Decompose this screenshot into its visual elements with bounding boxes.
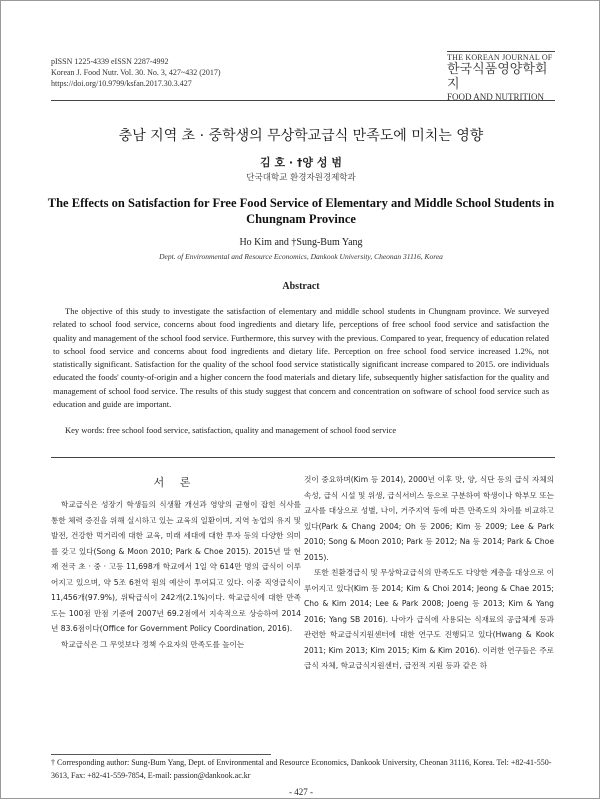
body-column-left — [51, 497, 301, 652]
body-column-right — [304, 472, 554, 674]
keywords: Key words: free school food service, satisfaction, quality and management of school food service — [65, 425, 397, 435]
journal-top-rule — [447, 51, 555, 52]
authors-korean: 김 호 · †양 성 범 — [260, 156, 342, 169]
abstract-bottom-rule — [51, 457, 555, 458]
affiliation-english: Dept. of Environmental and Resource Economics, Dankook University, Cheonan 31116, Korea — [159, 252, 443, 261]
footnote-rule — [51, 754, 271, 755]
paragraph: 것이 중요하며(Kim 등 2014), 2000년 이후 맛, 양, 식단 등의 급식 자체의 속성, 급식 시설 및 위생, 급식서비스 등으로 구분하여 학생이나 학부모 또는 교사를 대상으로 성별, 나이, 거주지역 등에 따른 만족도의 차이를 비교하고 있다(Park & Chang 2004; Oh 등 2006; Kim 등 2009; Lee & Park 2010; Song & Moon 2010; Park 등 2012; Na 등 2014; Park & Choe 2015). — [304, 475, 554, 562]
journal-name-line1: THE KOREAN JOURNAL OF — [447, 53, 553, 62]
journal-name-korean: 한국식품영양학회지 — [447, 62, 548, 92]
header-rule — [51, 100, 555, 101]
affiliation-korean: 단국대학교 환경자원경제학과 — [246, 173, 356, 183]
citation-line: Korean J. Food Nutr. Vol. 30. No. 3, 427~432 (2017) — [51, 68, 221, 77]
paragraph: 또한 친환경급식 및 무상학교급식의 만족도도 다양한 계층을 대상으로 이루어지고 있다(Kim 등 2014; Kim & Choi 2014; Jeong & Chae 2015; Cho & Kim 2014; Lee & Park 2008; Joeng 등 2013; Kim & Yang 2016; Yang SB 2016). 나아가 급식에 사용되는 식재료의 공급체계 등과 관련한 학교급식지원센터에 대한 연구도 진행되고 있다(Hwang & Kook 2011; Kim 2013; Kim 2015; Kim & Kim 2016). 이러한 연구들은 주로 급식 자체, 학교급식지원센터, 급전적 지원 등과 같은 하 — [304, 568, 554, 670]
paper-title-english: The Effects on Satisfaction for Free Food Service of Elementary and Middle School Students in Chungnam Province — [47, 196, 555, 226]
journal-name-line3: FOOD AND NUTRITION — [447, 92, 544, 102]
paragraph: 학교급식은 그 무엇보다 정책 수요자의 만족도를 높이는 — [61, 639, 245, 649]
abstract-body: The objective of this study to investigate the satisfaction of elementary and middle school students in Chungnam province. We surveyed related to school food service, concerns about food ingredients and dietary life, perceptions of free school food service and satisfaction the quality and management of the school food service. Furthermore, this survey with the previous. Compared to year, frequency of education related to school food service and concerns about food ingredients and dietary life. Perception on free school food service increased 1.2%, not statistically significant. Satisfaction for the quality of the school food service statistically significant increase compared to 2015. ore individuals educated the foods' county-of-origin and a higher concern the food materials and dietary life, subsequently higher satisfaction for the quality and management of school food service. The results of this study suggest that concern and concentration on software of school food service such as education and guide are important. — [53, 306, 549, 410]
page-number: - 427 - — [289, 787, 313, 797]
section-heading-introduction: 서 론 — [153, 476, 197, 489]
doi-link[interactable]: https://doi.org/10.9799/ksfan.2017.30.3.427 — [51, 79, 192, 88]
abstract-heading: Abstract — [282, 281, 320, 292]
paper-title-korean: 충남 지역 초 · 중학생의 무상학교급식 만족도에 미치는 영향 — [118, 128, 484, 144]
corresponding-author-footnote: † Corresponding author: Sung-Bum Yang, Dept. of Environmental and Resource Economics, Dankook University, Cheonan 31116, Korea. Tel: +82-41-550-3613, Fax: +82-41-559-7854, E-mail: passion@dankook.ac.kr — [51, 758, 552, 780]
journal-logo — [447, 53, 555, 102]
citation-block — [51, 56, 221, 89]
authors-english: Ho Kim and †Sung-Bum Yang — [239, 237, 363, 248]
paragraph: 학교급식은 성장기 학생들의 식생활 개선과 영양의 균형이 잡힌 식사를 통한 체력 증진을 위해 실시하고 있는 교육의 일환이며, 지역 농업의 유지 및 발전, 건강한 먹거리에 대한 교육, 미래 세대에 대한 투자 등의 다양한 의미를 갖고 있다(Song & Moon 2010; Park & Choe 2015). 2015년 말 현재 전국 초 · 중 · 고등 11,698개 학교에서 1일 약 614만 명의 급식이 이루어지고 있으며, 약 5조 6천억 원의 예산이 투여되고 있다. 이중 직영급식이 11,456개(97.9%), 위탁급식이 242개(2.1%)이다. 학교급식에 대한 만족도는 100점 만점 기준에 2007년 69.2점에서 지속적으로 상승하여 2014년 83.6점이다(Office for Government Policy Coordination, 2016). — [51, 500, 301, 633]
issn-line: pISSN 1225-4339 eISSN 2287-4992 — [51, 57, 169, 66]
